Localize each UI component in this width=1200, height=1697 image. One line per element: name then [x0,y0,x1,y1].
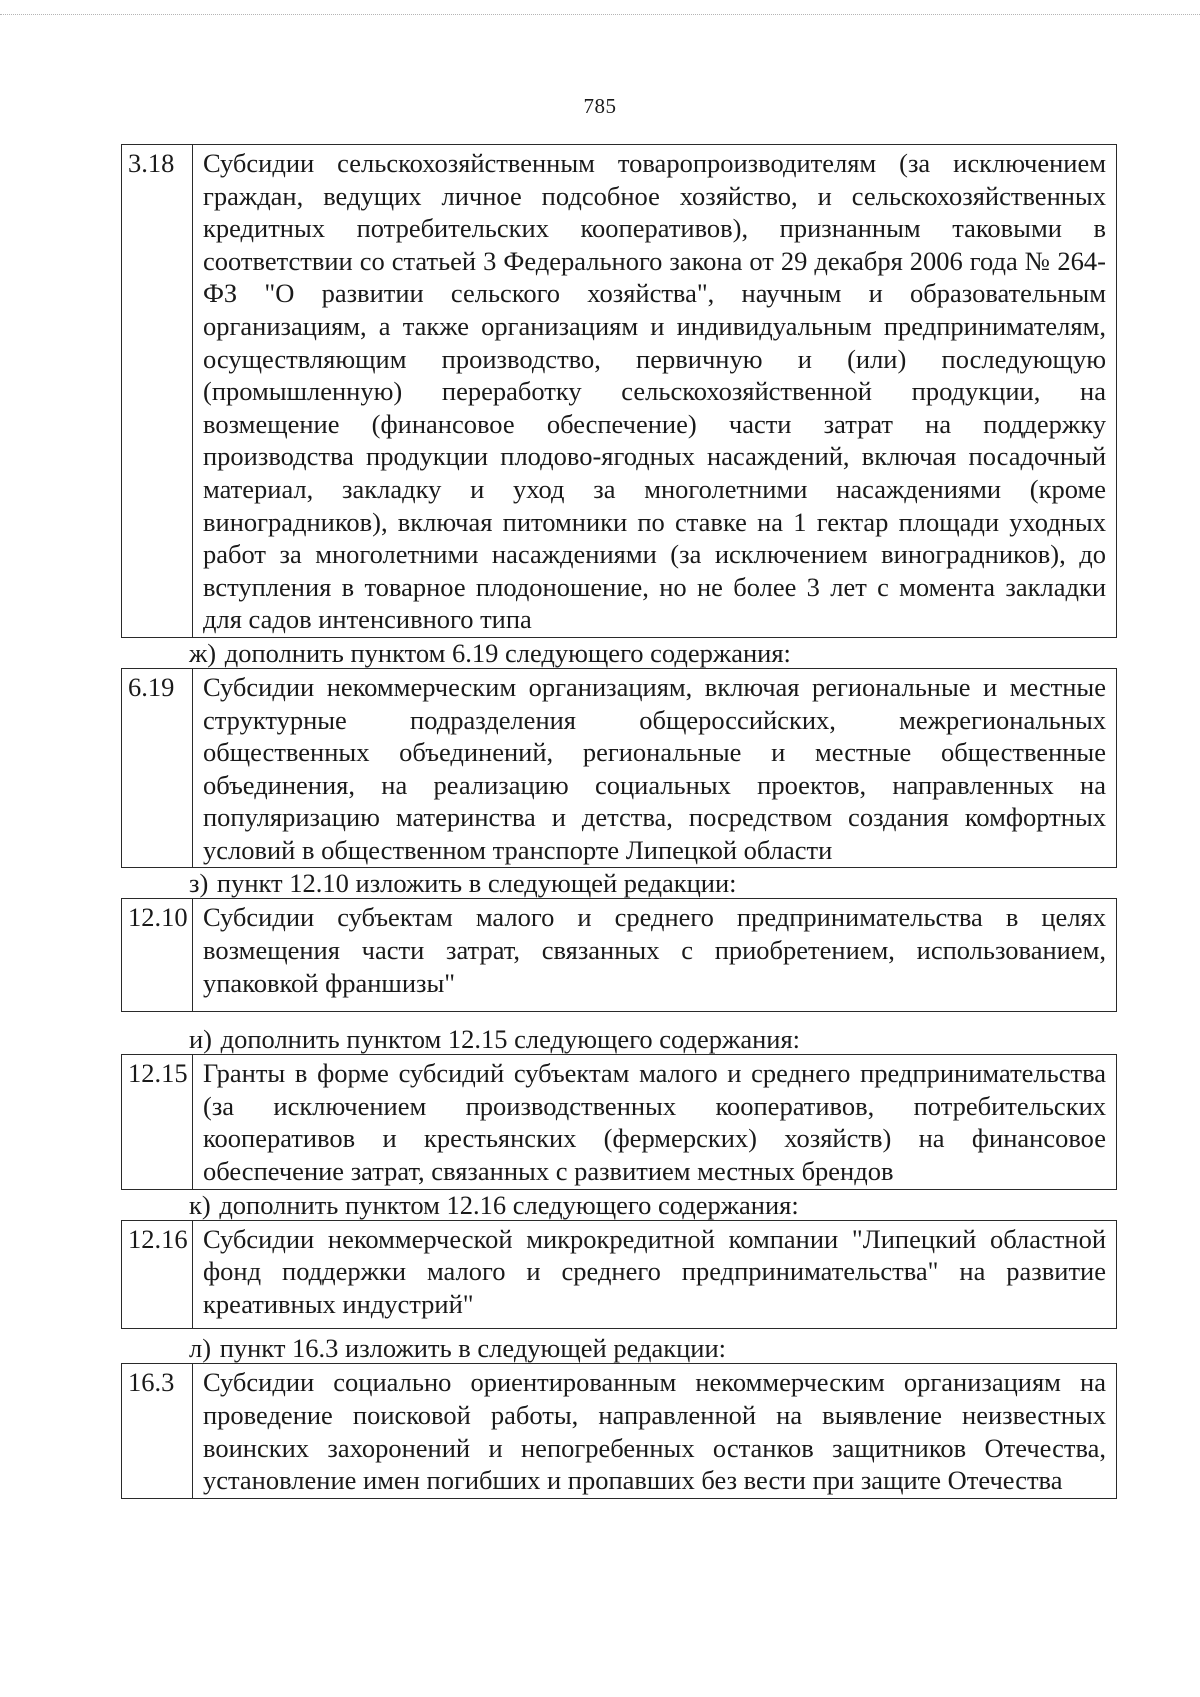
document-body [121,144,1117,1499]
table-row [122,1220,1117,1329]
item-text: Субсидии социально ориентированным некоммерческим организациям на проведение поисковой работы, направленной на выявление неизвестных воинских захоронений и непогребенных останков защитников Отечества, установление имен погибших и пропавших без вести при защите Отечества [193,1364,1117,1498]
item-table-12-16 [121,1220,1117,1330]
item-text: Субсидии некоммерческим организациям, включая региональные и местные структурные подразделения общероссийских, межрегиональных общественных объединений, региональные и местные общественные объединения, на реализацию социальных проектов, направленных на популяризацию материнства и детства, посредством создания комфортных условий в общественном транспорте Липецкой области [193,668,1117,868]
item-table-12-15 [121,1054,1117,1189]
table-row [122,145,1117,638]
instruction-letter: и) [189,1024,213,1055]
instruction-text: пункт 16.3 изложить в следующей редакции: [219,1333,727,1364]
amendment-instruction [121,868,1117,898]
instruction-letter: з) [189,868,209,899]
item-text: Субсидии субъектам малого и среднего предпринимательства в целях возмещения части затрат, связанных с приобретением, использованием, упаковкой франшизы" [193,899,1117,1012]
amendment-instruction [121,638,1117,668]
item-text: Гранты в форме субсидий субъектам малого и среднего предпринимательства (за исключением производственных кооперативов, потребительских кооперативов и крестьянских (фермерских) хозяйств) на финансовое обеспечение затрат, связанных с развитием местных брендов [193,1055,1117,1189]
item-number: 6.19 [122,668,193,868]
instruction-text: дополнить пунктом 6.19 следующего содержания: [224,637,791,668]
item-table-6-19 [121,668,1117,869]
page-number: 785 [583,94,617,118]
instruction-text: дополнить пунктом 12.15 следующего содержания: [220,1024,801,1055]
instruction-letter: к) [189,1189,211,1220]
instruction-letter: ж) [189,637,217,668]
scan-top-border [0,14,1200,15]
amendment-instruction [121,1024,1117,1054]
item-text: Субсидии сельскохозяйственным товаропроизводителям (за исключением граждан, ведущих личное подсобное хозяйство, и сельскохозяйственных кредитных потребительских кооперативов), признанным таковыми в соответствии со статьей 3 Федерального закона от 29 декабря 2006 года № 264-ФЗ "О развитии сельского хозяйства", научным и образовательным организациям, а также организациям и индивидуальным предпринимателям, осуществляющим производство, первичную и (или) последующую (промышленную) переработку сельскохозяйственной продукции, на возмещение (финансовое обеспечение) части затрат на поддержку производства продукции плодово-ягодных насаждений, включая посадочный материал, закладку и уход за многолетними насаждениями (кроме виноградников), включая питомники по ставке на 1 гектар площади уходных работ за многолетними насаждениями (за исключением виноградников), до вступления в товарное плодоношение, но не более 3 лет с момента закладки для садов интенсивного типа [193,145,1117,638]
table-row [122,1055,1117,1189]
amendment-instruction [121,1190,1117,1220]
item-number: 12.10 [122,899,193,1012]
table-row [122,1364,1117,1498]
item-table-3-18 [121,144,1117,638]
instruction-letter: л) [189,1333,212,1364]
item-number: 3.18 [122,145,193,638]
item-text: Субсидии некоммерческой микрокредитной компании "Липецкий областной фонд поддержки малого и среднего предпринимательства" на развитие креативных индустрий" [193,1220,1117,1329]
item-number: 12.15 [122,1055,193,1189]
item-table-16-3 [121,1363,1117,1498]
item-number: 16.3 [122,1364,193,1498]
table-row [122,668,1117,868]
item-table-12-10 [121,898,1117,1012]
instruction-text: пункт 12.10 изложить в следующей редакции: [216,868,737,899]
amendment-instruction [121,1333,1117,1363]
instruction-text: дополнить пунктом 12.16 следующего содержания: [219,1189,799,1220]
table-row [122,899,1117,1012]
item-number: 12.16 [122,1220,193,1329]
